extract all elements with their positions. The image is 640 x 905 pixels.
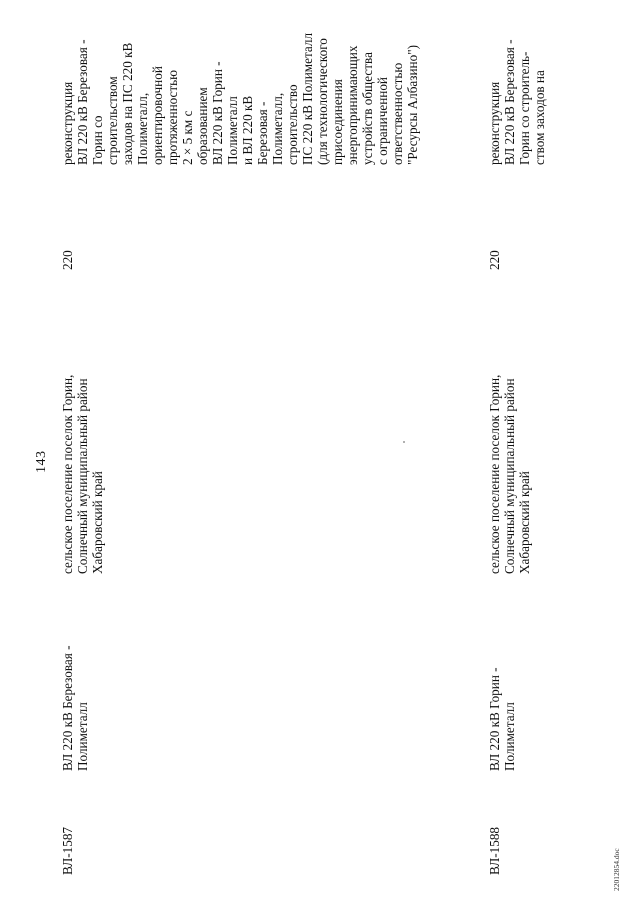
object-name: ВЛ 220 кВ Березовая - Полиметалл: [60, 645, 90, 771]
object-description: реконструкция ВЛ 220 кВ Березовая - Горин со строитель- ством заходов на: [487, 39, 547, 165]
object-code: ВЛ-1587: [60, 826, 75, 875]
object-description: реконструкция ВЛ 220 кВ Березовая - Горин со строительством заходов на ПС 220 кВ Полиметалл, ориентировочной протяженностью 2 × 5 км с образованием ВЛ 220 кВ Горин - Полиметалл и ВЛ 220 кВ Березовая - Полиметалл, строительство ПС 220 кВ Полиметалл (для технологического присоединения энергопринимающих устройств общества с ограниченной ответственностью "Ресурсы Албазино"): [60, 32, 420, 165]
page-number: 143: [34, 450, 49, 473]
scan-speck: [403, 441, 405, 443]
object-voltage: 220: [60, 250, 75, 270]
object-voltage: 220: [487, 250, 502, 270]
footer-filename: 22012854.doc: [612, 848, 621, 891]
object-name: ВЛ 220 кВ Горин - Полиметалл: [487, 667, 517, 771]
object-location: сельское поселение поселок Горин, Солнечный муниципальный район Хабаровский край: [60, 374, 105, 574]
object-code: ВЛ-1588: [487, 826, 502, 875]
object-location: сельское поселение поселок Горин, Солнечный муниципальный район Хабаровский край: [487, 374, 532, 574]
